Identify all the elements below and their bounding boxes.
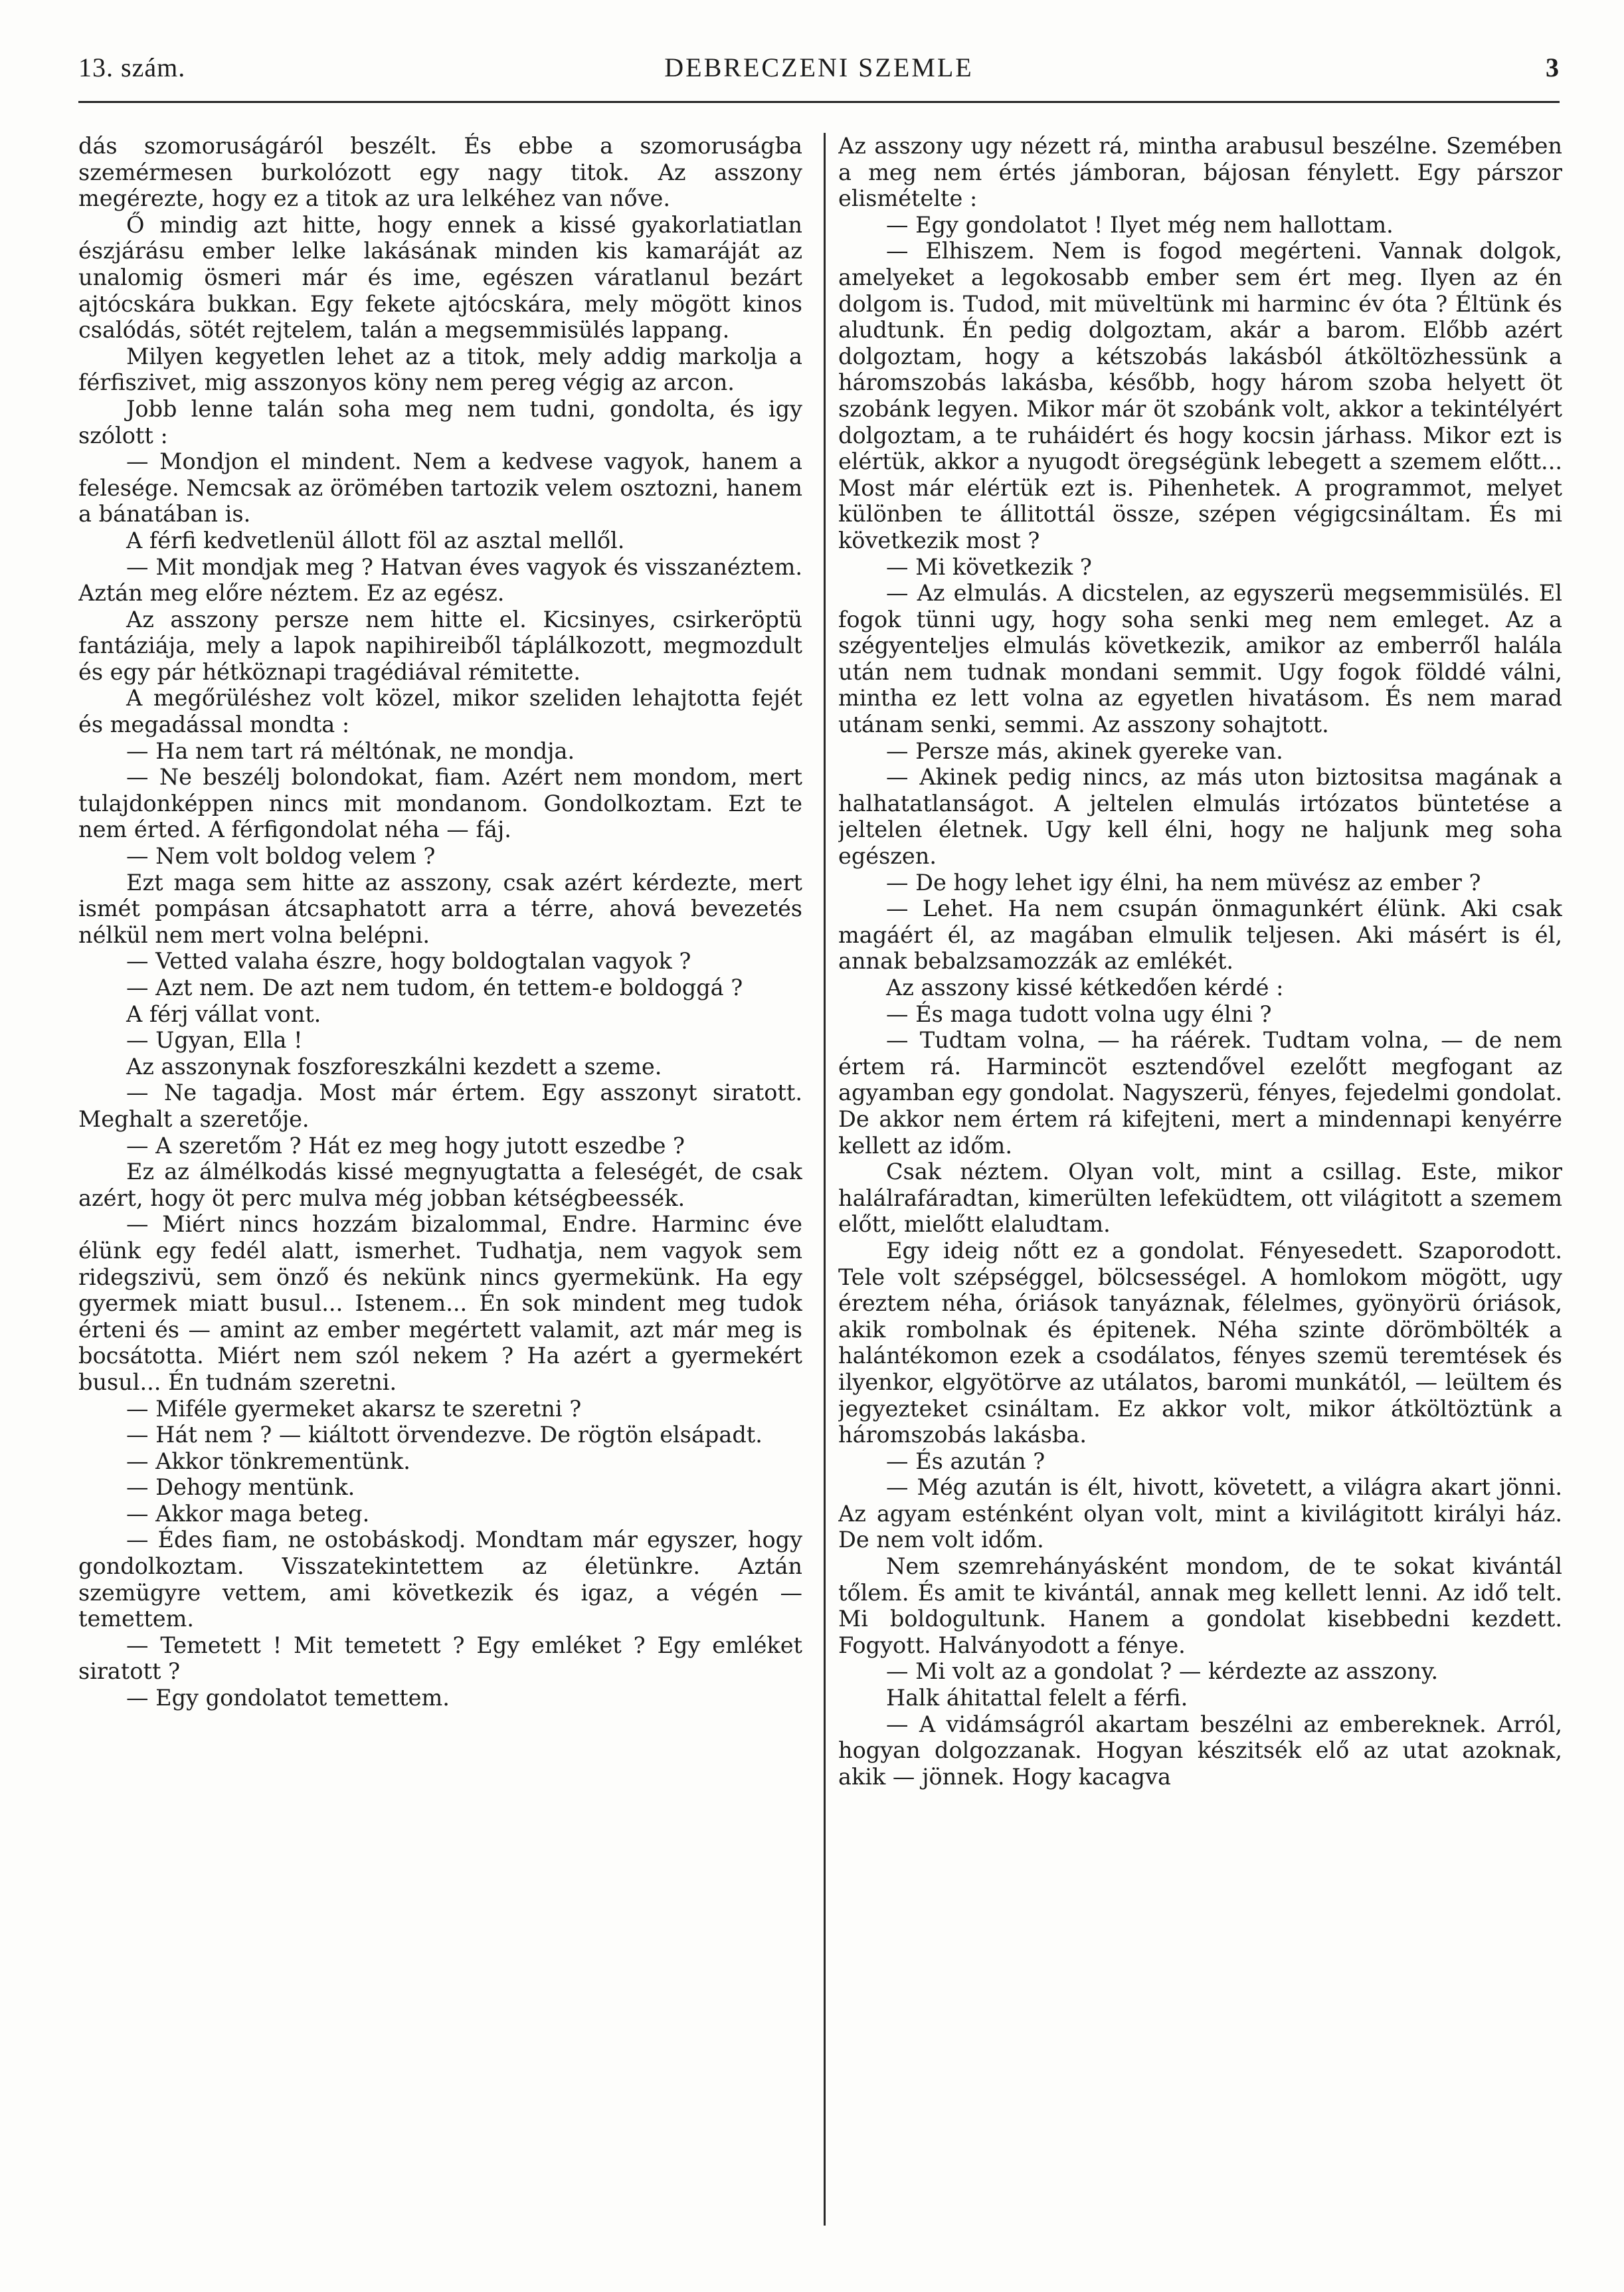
paragraph: dás szomoruságáról beszélt. És ebbe a szomoruságba szemérmesen burkolózott egy nagy titok. Az asszony megérezte, hogy ez a titok az ura lelkéhez van nőve. [78,133,802,212]
left-column [78,133,802,2232]
paragraph: — A vidámságról akartam beszélni az embereknek. Arról, hogyan dolgozzanak. Hogyan készitsék elő az utat azoknak, akik — jönnek. Hogy kacagva [838,1711,1562,1790]
paragraph: — Nem volt boldog velem ? [126,843,436,870]
paragraph: — Édes fiam, ne ostobáskodj. Mondtam már egyszer, hogy gondolkoztam. Visszatekintettem az életünkre. Aztán szemügyre vettem, ami következik és igaz, a végén — temettem. [78,1527,802,1632]
paragraph: — Ne beszélj bolondokat, fiam. Azért nem mondom, mert tulajdonképpen nincs mit mondanom. Gondolkoztam. Ezt te nem érted. A férfigondolat néha — fáj. [78,764,802,843]
paragraph: Nem szemrehányásként mondom, de te sokat kivántál tőlem. És amit te kivántál, annak meg kellett lenni. Az idő telt. Mi boldogultunk. Hanem a gondolat kisebbedni kezdett. Fogyott. Halványodott a fénye. [838,1553,1562,1658]
paragraph: Ez az álmélkodás kissé megnyugtatta a feleségét, de csak azért, hogy öt perc mulva még jobban kétségbeessék. [78,1159,802,1211]
paragraph: A megőrüléshez volt közel, mikor szeliden lehajtotta fejét és megadással mondta : [78,685,802,738]
paragraph: — Akkor tönkrementünk. [126,1448,410,1474]
paragraph: — Egy gondolatot temettem. [126,1685,450,1711]
header-rule [78,101,1560,103]
paragraph: — És azután ? [886,1448,1045,1474]
paragraph: Az asszony persze nem hitte el. Kicsinyes, csirkeröptü fantáziája, mely a lapok napihireiből táplálkozott, megmozdult és egy pár hétköznapi tragédiával rémitette. [78,606,802,685]
paragraph: Halk áhitattal felelt a férfi. [886,1685,1188,1711]
right-column [838,133,1562,2232]
paragraph: — Persze más, akinek gyereke van. [886,737,1283,764]
paragraph: — Mi következik ? [886,553,1092,580]
paragraph: — Miért nincs hozzám bizalommal, Endre. Harminc éve élünk egy fedél alatt, ismerhet. Tudhatja, nem vagyok sem ridegszivü, sem önző és nekünk nincs gyermekünk. Ha egy gyermek miatt busul... Istenem... Én sok mindent meg tudok érteni és — amint az ember megértett valamit, azt már meg is bocsátotta. Miért nem szól nekem ? Ha azért a gyermekért busul... Én tudnám szeretni. [78,1211,802,1395]
paragraph: — Ha nem tart rá méltónak, ne mondja. [126,737,575,764]
paragraph: — A szeretőm ? Hát ez meg hogy jutott eszedbe ? [126,1132,685,1159]
paragraph: — És maga tudott volna ugy élni ? [886,1001,1272,1027]
paragraph: A férfi kedvetlenül állott föl az asztal mellől. [126,527,625,553]
paragraph: — Mit mondjak meg ? Hatvan éves vagyok és visszanéztem. Aztán meg előre néztem. Ez az egész. [78,553,802,607]
paragraph: Az asszony ugy nézett rá, mintha arabusul beszélne. Szemében a meg nem értés jámboran, bájosan fénylett. Egy párszor elismételte : [838,133,1562,212]
paragraph: — De hogy lehet igy élni, ha nem müvész az ember ? [886,869,1481,896]
paragraph: — Tudtam volna, — ha ráérek. Tudtam volna, — de nem értem rá. Harmincöt esztendővel ezelőtt megfogant az agyamban egy gondolat. Nagyszerü, fényes, fejedelmi gondolat. De akkor nem értem rá kifejteni, mert a mindennapi kenyérre kellett az időm. [838,1027,1562,1159]
paragraph: Jobb lenne talán soha meg nem tudni, gondolta, és igy szólott : [78,395,802,448]
paragraph: — Lehet. Ha nem csupán önmagunkért élünk. Aki csak magáért él, az magában elmulik teljesen. Aki másért is él, annak bebalzsamozzák az emlékét. [838,896,1562,975]
paragraph: Az asszony kissé kétkedően kérdé : [886,975,1284,1001]
paragraph: — Dehogy mentünk. [126,1474,355,1501]
paragraph: — Akkor maga beteg. [126,1500,370,1527]
paragraph: — Még azután is élt, hivott, követett, a világra akart jönni. Az agyam esténként olyan volt, mint a kivilágitott királyi ház. De nem volt időm. [838,1474,1562,1553]
paragraph: Egy ideig nőtt ez a gondolat. Fényesedett. Szaporodott. Tele volt szépséggel, bölcsességel. A homlokom mögött, ugy éreztem néha, óriások tanyáznak, félelmes, gyönyörü óriások, akik rombolnak és épitenek. Néha szinte dörömbölték a halántékomon ezek a csodálatos, fényes szemü teremtések és ilyenkor, elgyötörve az utálatos, baromi munkától, — leültem és jegyezteket csináltam. Ez akkor volt, mikor átköltöztünk a háromszobás lakásba. [838,1237,1562,1448]
paragraph: — Egy gondolatot ! Ilyet még nem hallottam. [886,211,1394,238]
paragraph: Milyen kegyetlen lehet az a titok, mely addig markolja a férfiszivet, mig asszonyos köny nem pereg végig az arcon. [78,343,802,396]
paragraph: — Temetett ! Mit temetett ? Egy emléket ? Egy emléket siratott ? [78,1632,802,1685]
paragraph: — Azt nem. De azt nem tudom, én tettem-e boldoggá ? [126,975,743,1001]
page-number: 3 [1546,52,1560,82]
paragraph: — Vetted valaha észre, hogy boldogtalan vagyok ? [126,948,691,975]
paragraph: Az asszonynak foszforeszkálni kezdett a szeme. [126,1053,662,1080]
paragraph: — Az elmulás. A dicstelen, az egyszerü megsemmisülés. El fogok tünni ugy, hogy soha senki meg nem emleget. Az a szégyenteljes elmulás következik, amikor az emberről halála után nem tudnak mondani semmit. Ugy fogok földdé válni, mintha ez lett volna az egyetlen hivatásom. És nem marad utánam senki, semmi. Az asszony sohajtott. [838,580,1562,738]
paragraph: Csak néztem. Olyan volt, mint a csillag. Este, mikor halálrafáradtan, kimerülten lefeküdtem, ott világitott a szemem előtt, mielőtt elaludtam. [838,1159,1562,1238]
paragraph: — Mi volt az a gondolat ? — kérdezte az asszony. [886,1658,1439,1685]
paragraph: — Akinek pedig nincs, az más uton biztositsa magának a halhatatlanságot. A jeltelen elmulás irtózatos büntetése a jeltelen életnek. Ugy kell élni, hogy ne haljunk meg soha egészen. [838,764,1562,870]
paragraph: — Miféle gyermeket akarsz te szeretni ? [126,1395,582,1422]
paragraph: — Ugyan, Ella ! [126,1027,303,1054]
paragraph: Ő mindig azt hitte, hogy ennek a kissé gyakorlatiatlan észjárásu ember lelke lakásának minden kis kamaráját az unalomig ösmeri már és ime, egészen váratlanul bezárt ajtócskára bukkan. Egy fekete ajtócskára, mely mögött kinos csalódás, sötét rejtelem, talán a megsemmisülés lappang. [78,211,802,343]
column-divider [824,133,826,2226]
paragraph: — Elhiszem. Nem is fogod megérteni. Vannak dolgok, amelyeket a legokosabb ember sem ért meg. Ilyen az én dolgom is. Tudod, mit müveltünk mi harminc év óta ? Éltünk és aludtunk. Én pedig dolgoztam, akár a barom. Előbb azért dolgoztam, hogy a kétszobás lakásból átköltözhessünk a háromszobás lakásba, később, hogy három szoba helyett öt szobánk legyen. Mikor már öt szobánk volt, akkor a tekintélyért dolgoztam, a te ruháidért és hogy kocsin járhass. Mikor ezt is elértük, akkor a nyugodt öregségünk lebegett a szemem előtt... Most már elértük ezt is. Pihenhetek. A programmot, melyet különben te állitottál össze, szépen végigcsináltam. És mi következik most ? [838,238,1562,553]
page-header [78,52,1560,98]
paragraph: Ezt maga sem hitte az asszony, csak azért kérdezte, mert ismét pompásan átcsaphatott arra a térre, ahová bevezetés nélkül nem mert volna belépni. [78,869,802,948]
paragraph: A férj vállat vont. [126,1001,321,1027]
newspaper-title: DEBRECZENI SZEMLE [664,52,974,82]
paragraph: — Ne tagadja. Most már értem. Egy asszonyt siratott. Meghalt a szeretője. [78,1080,802,1132]
issue-number: 13. szám. [78,52,186,82]
paragraph: — Mondjon el mindent. Nem a kedvese vagyok, hanem a felesége. Nemcsak az örömében tartozik velem osztozni, hanem a bánatában is. [78,448,802,527]
paragraph: — Hát nem ? — kiáltott örvendezve. De rögtön elsápadt. [126,1422,763,1448]
